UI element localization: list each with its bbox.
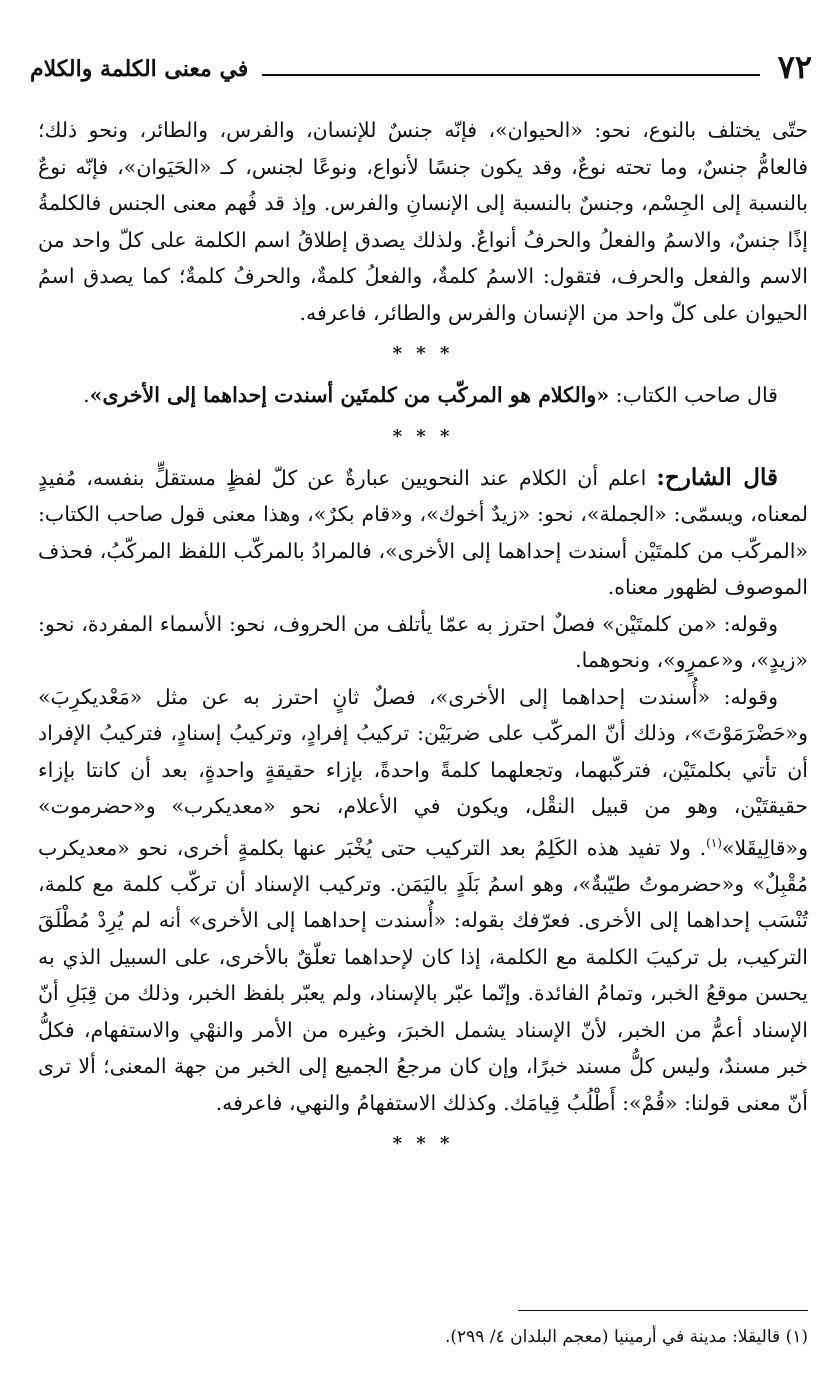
quote-prefix: قال صاحب الكتاب: (609, 383, 778, 407)
footnote-marker[interactable]: (١) (706, 835, 722, 850)
running-title: في معنى الكلمة والكلام (30, 56, 249, 82)
quote-text: «والكلام هو المركّب من كلمتَين أسندت إحداهما إلى الأخرى» (89, 383, 610, 407)
separator: * * * (392, 1133, 454, 1155)
commentary-text: اعلم أن الكلام عند النحويين عبارةٌ عن كلّ لفظٍ مستقلٍّ بنفسه، مُفيدٍ لمعناه، ويسمّى: «الجملة»، نحو: «زيدٌ أخوك»، و«قام بكرٌ»، وهذا معنى قول صاحب الكتاب: «المركّب من كلمتَيْن أسندت إحداهما إلى الأخرى»، فالمرادُ بالمركّب اللفظ المركّبُ، فحذف الموصوف لظهور معناه. (38, 465, 808, 599)
page-header (30, 50, 812, 84)
paragraph-min-kalimatayn: وقوله: «من كلمتَيْن» فصلٌ احترز به عمّا يأتلف من الحروف، نحو: الأسماء المفردة، نحو: «زيدٍ»، و«عمرٍو»، ونحوهما. (38, 611, 808, 672)
author-quote (38, 377, 808, 414)
usnidat-text-2: . ولا تفيد هذه الكَلِمُ بعد التركيب حتى يُخْبَر عنها بكلمةٍ أخرى، نحو «معديكرب مُقْبِلٌ» و«حضرموتُ طيّبةٌ»، وهو اسمُ بَلَدٍ باليَمَن. وتركيب الإسناد أن تركّب كلمة مع كلمة، تُنْسَب إحداهما إلى الأخرى. فعرّفك بقوله: «أُسندت إحداهما إلى الأخرى» أنه لم يُرِدْ مُطْلَقَ التركيب، بل تركيبَ الكلمة مع الكلمة، إذا كان لإحداهما تعلّقٌ بالأخرى، على السبيل الذي به يحسن موقعُ الخبر، وتمامُ الفائدة. وإنّما عبّر بالإسناد، ولم يعبّر بلفظ الخبر، وذلك من قِبَلِ أنّ الإسناد أعمُّ من الخبر، لأنّ الإسناد يشمل الخبرَ، وغيره من الأمر والنهْي والاستفهام، فكلُّ خبر مسندٌ، وليس كلُّ مسند خبرًا، وإن كان مرجعُ الجميع إلى الخبر من جهة المعنى؛ ألا ترى أنّ معنى قولنا: «قُمْ»: أَطْلُبُ قِيامَك. وكذلك الاستفهامُ والنهي، فاعرفه. (38, 835, 808, 1115)
usnidat-text-1: وقوله: «أُسندت إحداهما إلى الأخرى»، فصلٌ ثانٍ احترز به عن مثل «مَعْديكرِبَ» و«حَضْرَمَوْتَ»، وذلك أنّ المركّب على ضربَيْن: تركيبُ إفرادٍ، وتركيبُ إسنادٍ، فتركيبُ الإفراد أن تأتي بكلمتَيْن، فتركّبهما، وتجعلهما كلمةً واحدةً، بإزاء حقيقةٍ واحدةٍ، بعد أن كانتا بإزاء حقيقتَيْن، وهو من قبيل النقْل، ويكون في الأعلام، نحو «معديكرب» و«حضرموت» و«قالِيقَلا» (38, 684, 808, 860)
commentary-paragraph (38, 460, 808, 606)
header-rule (262, 74, 759, 76)
quote-suffix: . (83, 383, 90, 407)
footnote-rule (518, 1310, 808, 1311)
footnote: (١) قاليقلا: مدينة في أرمينيا (معجم البلدان ٤/ ٢٩٩). (445, 1327, 808, 1347)
commentary-lead: قال الشارح: (656, 463, 778, 491)
separator: * * * (392, 343, 454, 364)
paragraph-genus-species: حتّى يختلف بالنوع، نحو: «الحيوان»، فإنّه جنسٌ للإنسان، والفرس، والطائر، ونحو ذلك؛ فالعامُّ جنسٌ، وما تحته نوعٌ، وقد يكون جنسًا لأنواع، ونوعًا لجنس، كـ «الحَيَوان»، فإنّه نوعٌ بالنسبة إلى الجِسْم، وجنسٌ بالنسبة إلى الإنسانِ والفرس. وإذ قد فُهم معنى الجنس فالكلمةُ إذًا جنسٌ، والاسمُ والفعلُ والحرفُ أنواعٌ. ولذلك يصدق إطلاقُ اسم الكلمة على كلّ واحد من الاسم والفعل والحرف، فتقول: الاسمُ كلمةٌ، والفعلُ كلمةٌ، والحرفُ كلمةٌ؛ كما يصدق اسمُ الحيوان على كلّ واحد من الإنسان والفرس والطائر، فاعرفه. (38, 118, 808, 325)
page-number: ٧٢ (777, 48, 812, 86)
page-body (38, 112, 808, 1167)
paragraph-usnidat (38, 679, 808, 1122)
separator: * * * (392, 425, 454, 447)
